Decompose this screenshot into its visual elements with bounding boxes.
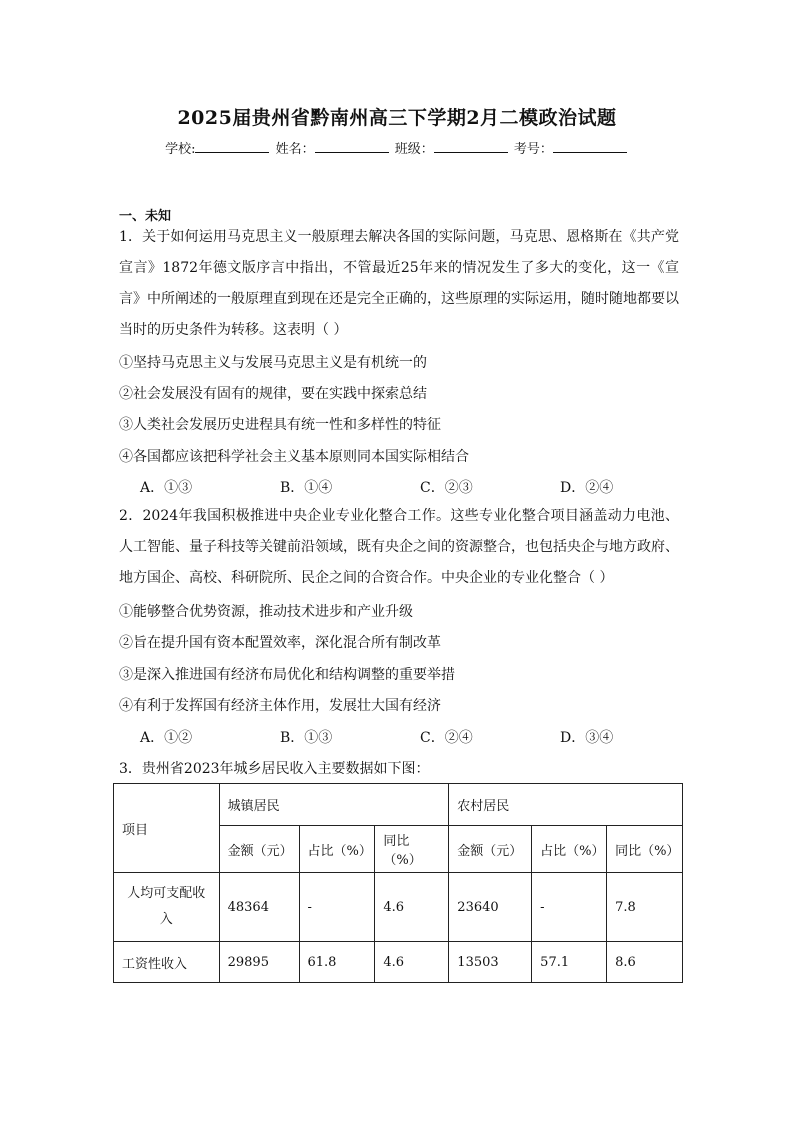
table-cell: 29895 (219, 942, 299, 983)
table-row-label: 人均可支配收入 (114, 873, 220, 942)
table-cell: 61.8 (299, 942, 375, 983)
q1-option-d[interactable]: D．②④ (560, 480, 614, 496)
student-info-line (0, 138, 794, 157)
number-blank[interactable] (553, 140, 627, 153)
class-label: 班级： (394, 142, 434, 157)
q1-item-2: ②社会发展没有固有的规律，要在实践中探索总结 (119, 386, 427, 402)
table-row (114, 873, 683, 942)
q1-option-a[interactable]: A．①③ (140, 480, 193, 496)
q2-options (140, 727, 700, 747)
name-blank[interactable] (315, 140, 389, 153)
page-title: 2025届贵州省黔南州高三下学期2月二模政治试题 (177, 107, 617, 129)
class-blank[interactable] (434, 140, 508, 153)
table-item-header: 项目 (114, 784, 220, 873)
table-cell: 13503 (449, 942, 532, 983)
income-table (113, 783, 683, 983)
number-label: 考号： (513, 142, 553, 157)
name-label: 姓名： (275, 142, 315, 157)
table-cell: 57.1 (532, 942, 607, 983)
table-subheader: 占比（%） (299, 826, 375, 873)
table-subheader: 同比（%） (375, 826, 449, 873)
table-rural-header: 农村居民 (449, 784, 683, 826)
table-cell: - (532, 873, 607, 942)
q2-item-2: ②旨在提升国有资本配置效率，深化混合所有制改革 (119, 635, 441, 651)
table-cell: 7.8 (607, 873, 683, 942)
q2-option-c[interactable]: C．②④ (420, 730, 473, 746)
table-cell: 23640 (449, 873, 532, 942)
table-cell: 4.6 (375, 873, 449, 942)
q1-option-b[interactable]: B．①④ (280, 480, 333, 496)
q1-option-c[interactable]: C．②③ (420, 480, 473, 496)
q1-options (140, 477, 700, 497)
q2-stem: 2．2024年我国积极推进中央企业专业化整合工作。这些专业化整合项目涵盖动力电池、人工智能、量子科技等关键前沿领域，既有央企之间的资源整合，也包括央企与地方政府、地方国企、高校、科研院所、民企之间的合资合作。中央企业的专业化整合（ ） (119, 508, 679, 586)
table-row-label: 工资性收入 (114, 942, 220, 983)
q2-item-3: ③是深入推进国有经济布局优化和结构调整的重要举措 (119, 667, 455, 683)
q1-item-1: ①坚持马克思主义与发展马克思主义是有机统一的 (119, 355, 427, 371)
table-cell: 8.6 (607, 942, 683, 983)
school-blank[interactable] (195, 140, 269, 153)
table-subheader: 同比（%） (607, 826, 683, 873)
table-cell: 4.6 (375, 942, 449, 983)
q3-stem: 3．贵州省2023年城乡居民收入主要数据如下图： (119, 761, 430, 777)
q1-stem: 1．关于如何运用马克思主义一般原理去解决各国的实际问题，马克思、恩格斯在《共产党宣言》1872年德文版序言中指出，不管最近25年来的情况发生了多大的变化，这一《宣言》中所阐述的一般原理直到现在还是完全正确的，这些原理的实际运用，随时随地都要以当时的历史条件为转移。这表明（ ） (119, 229, 679, 338)
table-subheader: 占比（%） (532, 826, 607, 873)
q2-item-1: ①能够整合优势资源，推动技术进步和产业升级 (119, 604, 413, 620)
table-cell: - (299, 873, 375, 942)
table-urban-header: 城镇居民 (219, 784, 449, 826)
table-subheader: 金额（元） (449, 826, 532, 873)
section-heading: 一、未知 (119, 209, 172, 224)
q2-option-d[interactable]: D．③④ (560, 730, 614, 746)
q1-item-4: ④各国都应该把科学社会主义基本原则同本国实际相结合 (119, 449, 469, 465)
school-label: 学校: (165, 142, 196, 157)
table-subheader: 金额（元） (219, 826, 299, 873)
q2-item-4: ④有利于发挥国有经济主体作用，发展壮大国有经济 (119, 698, 441, 714)
table-row (114, 942, 683, 983)
q1-item-3: ③人类社会发展历史进程具有统一性和多样性的特征 (119, 417, 441, 433)
table-cell: 48364 (219, 873, 299, 942)
q2-option-a[interactable]: A．①② (140, 730, 193, 746)
q2-option-b[interactable]: B．①③ (280, 730, 333, 746)
